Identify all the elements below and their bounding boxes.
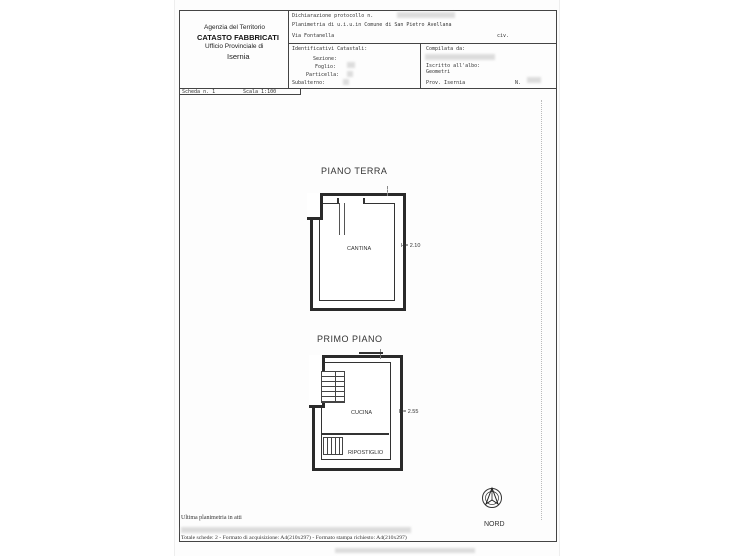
ripostiglio-stair [323, 437, 343, 455]
ripostiglio-label: RIPOSTIGLIO [348, 450, 384, 456]
cantina-label: CANTINA [347, 246, 372, 252]
terra-ruler [387, 186, 388, 196]
civ-label: civ. [497, 33, 510, 39]
sezione-label: Sezione: [313, 56, 338, 62]
north-label: NORD [484, 521, 505, 528]
redacted-footer-2 [335, 548, 475, 553]
primo-piano-title: PRIMO PIANO [317, 334, 383, 344]
header-divider-horizontal [289, 43, 556, 44]
redacted-n [527, 77, 541, 83]
cantina-door-leaf [339, 203, 345, 235]
cantina-inner [319, 203, 395, 301]
compilata-label: Compilata da: [426, 46, 466, 52]
header-divider-vertical-2 [420, 43, 421, 88]
document-sheet [174, 0, 560, 556]
scheda-frame [179, 88, 557, 542]
scheda-label: Scheda n. 1 [182, 89, 216, 95]
agency-line-1: Agenzia del Territorio [204, 24, 265, 31]
north-arrow-icon [481, 486, 503, 514]
header-divider-vertical [288, 10, 289, 88]
identificativi-label: Identificativi Catastali: [292, 46, 368, 52]
prov-label: Prov. Isernia [426, 80, 466, 86]
footer-totale: Totale schede: 2 - Formato di acquisizione: A4(210x297) - Formato stampa richiesto: A4(210x297) [181, 535, 407, 541]
via-label: Via Fontanella [292, 33, 335, 39]
redacted-footer-1 [181, 527, 411, 533]
cucina-height: H= 2.55 [399, 409, 419, 415]
planimetria-label: Planimetria di u.i.u.in Comune di San Pietro Avellana [292, 22, 452, 28]
agency-line-2: CATASTO FABBRICATI [197, 33, 279, 42]
particella-label: Particella: [306, 72, 340, 78]
stair-block [321, 371, 345, 403]
cucina-partition [321, 433, 389, 435]
cantina-notch [307, 193, 323, 220]
primo-top-mark [359, 352, 383, 354]
cantina-height: H= 2.10 [401, 243, 421, 249]
dichiarazione-label: Dichiarazione protocollo n. [292, 13, 374, 19]
agency-line-3: Ufficio Provinciale di [205, 43, 264, 50]
ultima-planimetria: Ultima planimetria in atti [181, 515, 242, 521]
stair-rail [335, 371, 336, 401]
scala-label: Scala 1:100 [243, 89, 277, 95]
piano-terra-title: PIANO TERRA [321, 166, 388, 176]
foglio-label: Foglio: [315, 64, 337, 70]
agency-line-4: Isernia [227, 52, 250, 61]
redacted-protocol [397, 12, 455, 18]
redacted-foglio [347, 62, 355, 68]
cucina-label: CUCINA [351, 410, 373, 416]
geometri-label: Geometri [426, 69, 451, 75]
redacted-subalterno [343, 79, 349, 85]
side-ruler [541, 100, 543, 520]
primo-ruler [380, 349, 381, 359]
n-label: N. [515, 80, 522, 86]
redacted-compilata [425, 54, 495, 60]
subalterno-label: Subalterno: [292, 80, 326, 86]
redacted-particella [347, 71, 353, 77]
iscritto-label: Iscritto all'albo: [426, 63, 481, 69]
scheda-bar-divider [300, 88, 301, 95]
